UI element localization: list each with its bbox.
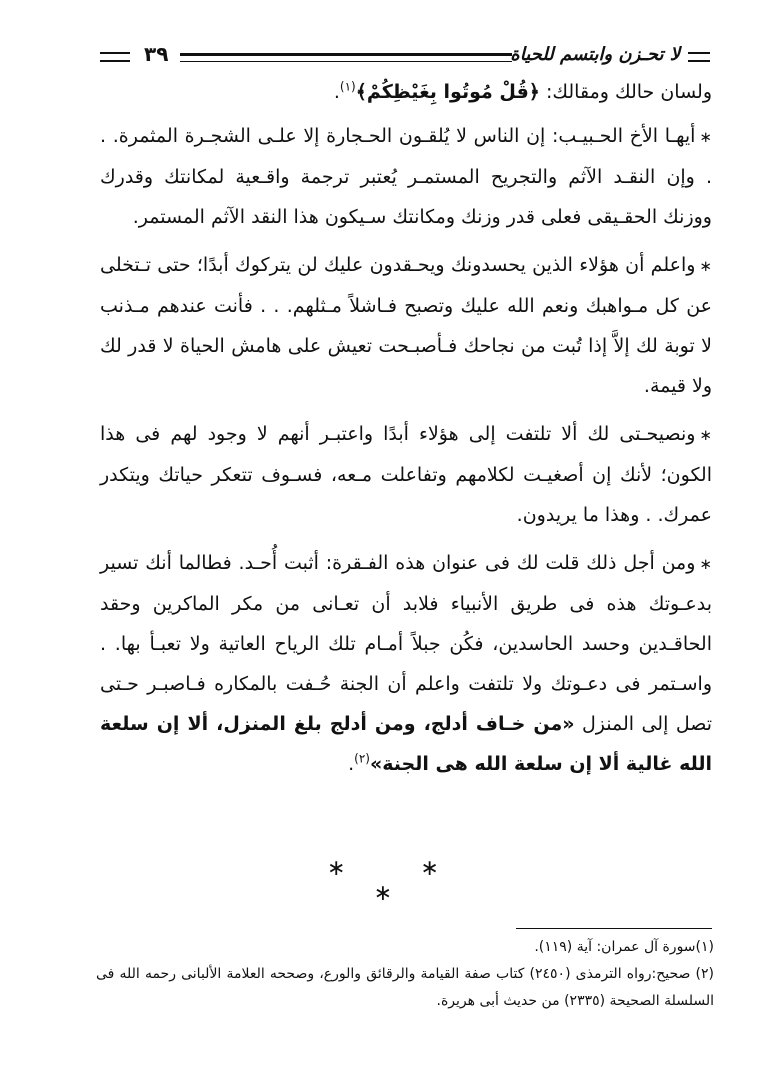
paragraph-4: [100, 543, 712, 784]
paragraph-2: [100, 245, 712, 406]
book-title: لا تحـزن وابتسم للحياة: [510, 44, 680, 65]
quran-verse: ﴿قُلْ مُوتُوا بِغَيْظِكُمْ﴾: [355, 81, 540, 103]
footnote-1: (١)سورة آل عمران: آية (١١٩).: [534, 939, 714, 955]
running-header: [100, 40, 710, 76]
page-number: ٣٩: [144, 42, 169, 66]
paragraph-3: [100, 414, 712, 535]
section-separator: ∗ ∗ ∗: [327, 856, 473, 906]
footnote-ref-2[interactable]: (٢): [354, 751, 370, 766]
paragraph-end: .: [348, 753, 355, 775]
asterisk-bullet: ∗: [699, 426, 712, 444]
footnote-rule: [516, 928, 712, 929]
hadith-quote: «من خـاف أدلج، ومن أدلج بلغ المنزل، ألا إن سلعة الله غالية ألا إن سلعة الله هى الجنة»: [100, 713, 712, 775]
footnotes: [96, 934, 714, 1015]
asterisk-bullet: ∗: [699, 257, 712, 275]
paragraph-text: واعلم أن هؤلاء الذين يحسدونك ويحـقدون عليك لن يتركوك أبدًا؛ حتى تـتخلى عن كل مـواهبك ونعم الله عليك وتصبح فـاشلاً مـثلهم. . . فأنت عندهم مـذنب لا توبة لك إلاَّ إذا تُبت من نجاحك فـأصبـحت تعيش على هامش الحياة لا قدر لك ولا قيمة.: [100, 254, 712, 397]
paragraph-1: [100, 116, 712, 237]
header-rule: [180, 53, 512, 62]
asterisk-bullet: ∗: [699, 128, 712, 146]
paragraph-text: ولسان حالك ومقالك:: [539, 81, 712, 103]
main-text: [100, 72, 712, 792]
paragraph-intro: [100, 72, 712, 112]
header-ornament-left: [100, 52, 130, 62]
header-ornament-right: [688, 52, 710, 62]
paragraph-end: .: [333, 81, 340, 103]
footnote-2: (٢) صحيح:رواه الترمذى (٢٤٥٠) كتاب صفة القيامة والرقائق والورع، وصححه العلامة الألبانى رحمه الله فى السلسلة الصحيحة (٢٣٣٥) من حديث أبى هريرة.: [96, 966, 714, 1009]
paragraph-text: ومن أجل ذلك قلت لك فى عنوان هذه الفـقرة: أثبت أُحـد. فطالما أنك تسير بدعـوتك هذه فى طريق الأنبياء فلابد أن تعـانى من مكر الماكرين وحقد الحاقـدين وحسد الحاسدين، فكُن جبلاً أمـام تلك الرياح العاتية ولا تعبـأ بها. . واسـتمر فى دعـوتك ولا تلتفت واعلم أن الجنة حُـفت بالمكاره فـاصبـر حـتى تصل إلى المنزل: [100, 552, 712, 735]
asterisk-bullet: ∗: [699, 555, 712, 573]
paragraph-text: أيهـا الأخ الحـبيـب: إن الناس لا يُلقـون الحـجارة إلا علـى الشجـرة المثمرة. . . وإن النقـد الآثم والتجريح المستمـر يُعتبر ترجمة واقـعية لمكانتك وقدرك ووزنك الحقـيقى فعلى قدر وزنك ومكانتك سـيكون هذا النقد الآثم المستمر.: [100, 125, 712, 228]
footnote-ref-1[interactable]: (١): [339, 79, 356, 94]
paragraph-text: ونصيحـتى لك ألا تلتفت إلى هؤلاء أبدًا واعتبـر أنهم لا وجود لهم فى هذا الكون؛ لأنك إن أصغيـت لكلامهم وتفاعلت مـعه، فسـوف تتعكر حياتك ويتكدر عمرك. . وهذا ما يريدون.: [100, 423, 712, 526]
